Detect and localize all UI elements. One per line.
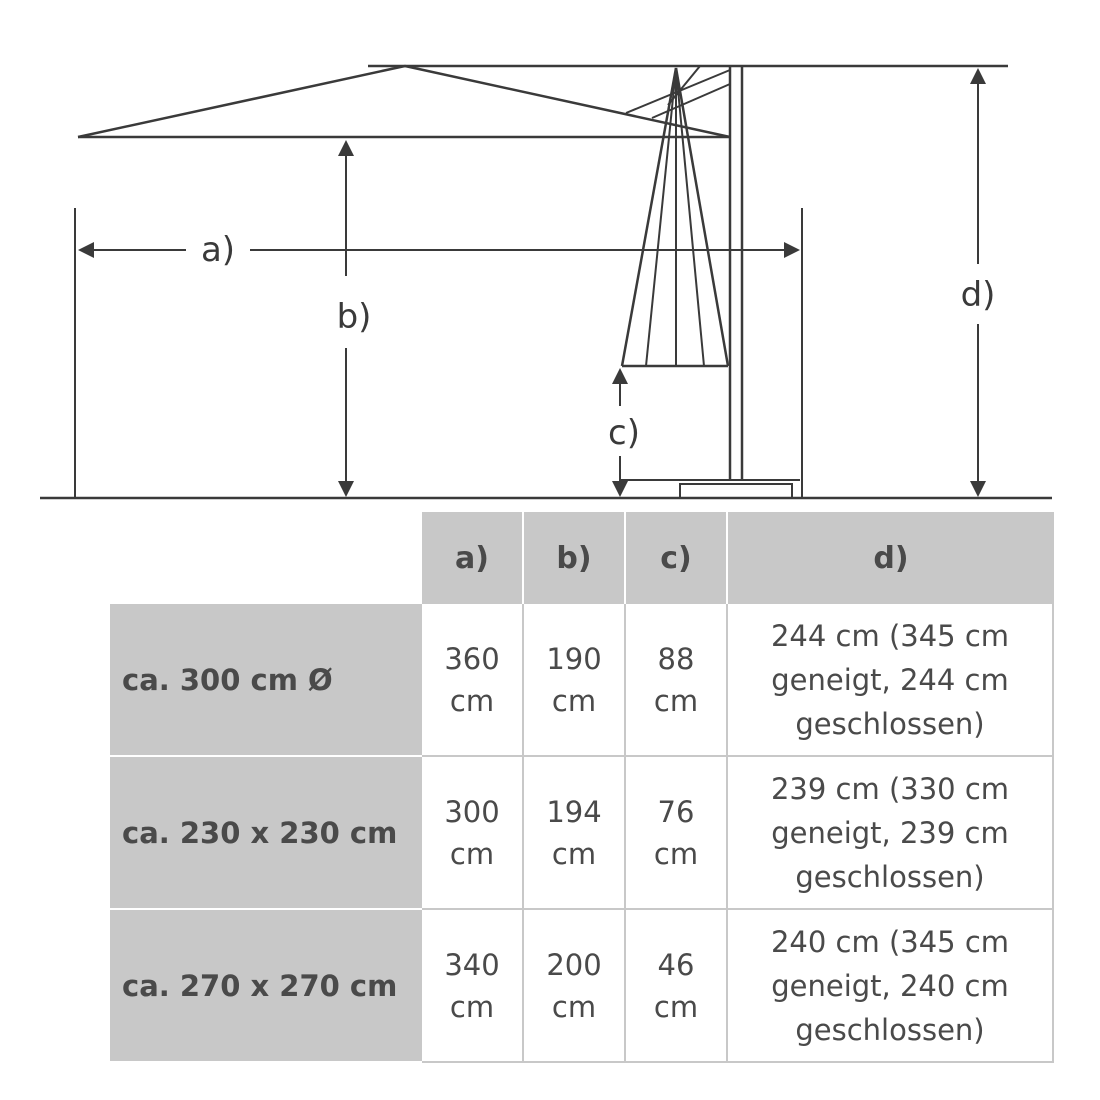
row-label: ca. 230 x 230 cm — [110, 757, 422, 910]
row-label: ca. 300 cm Ø — [110, 604, 422, 757]
label-c: c) — [608, 413, 640, 453]
table-cell-d: 240 cm (345 cm geneigt, 240 cm geschlossen) — [728, 910, 1054, 1063]
table-cell-c: 76 cm — [626, 757, 728, 910]
table-cell-c: 46 cm — [626, 910, 728, 1063]
column-header-d: d) — [728, 512, 1054, 604]
table-cell-b: 200 cm — [524, 910, 626, 1063]
label-d: d) — [960, 275, 996, 315]
table-cell-a: 300 cm — [422, 757, 524, 910]
table-cell-b: 194 cm — [524, 757, 626, 910]
table-cell-a: 340 cm — [422, 910, 524, 1063]
table-cell-d: 239 cm (330 cm geneigt, 239 cm geschlossen) — [728, 757, 1054, 910]
label-b: b) — [336, 297, 372, 337]
row-label: ca. 270 x 270 cm — [110, 910, 422, 1063]
column-header-a: a) — [422, 512, 524, 604]
column-header-c: c) — [626, 512, 728, 604]
table-cell-b: 190 cm — [524, 604, 626, 757]
table-cell-c: 88 cm — [626, 604, 728, 757]
column-header-b: b) — [524, 512, 626, 604]
table-cell-a: 360 cm — [422, 604, 524, 757]
table-cell-d: 244 cm (345 cm geneigt, 244 cm geschlossen) — [728, 604, 1054, 757]
label-a: a) — [200, 230, 236, 270]
